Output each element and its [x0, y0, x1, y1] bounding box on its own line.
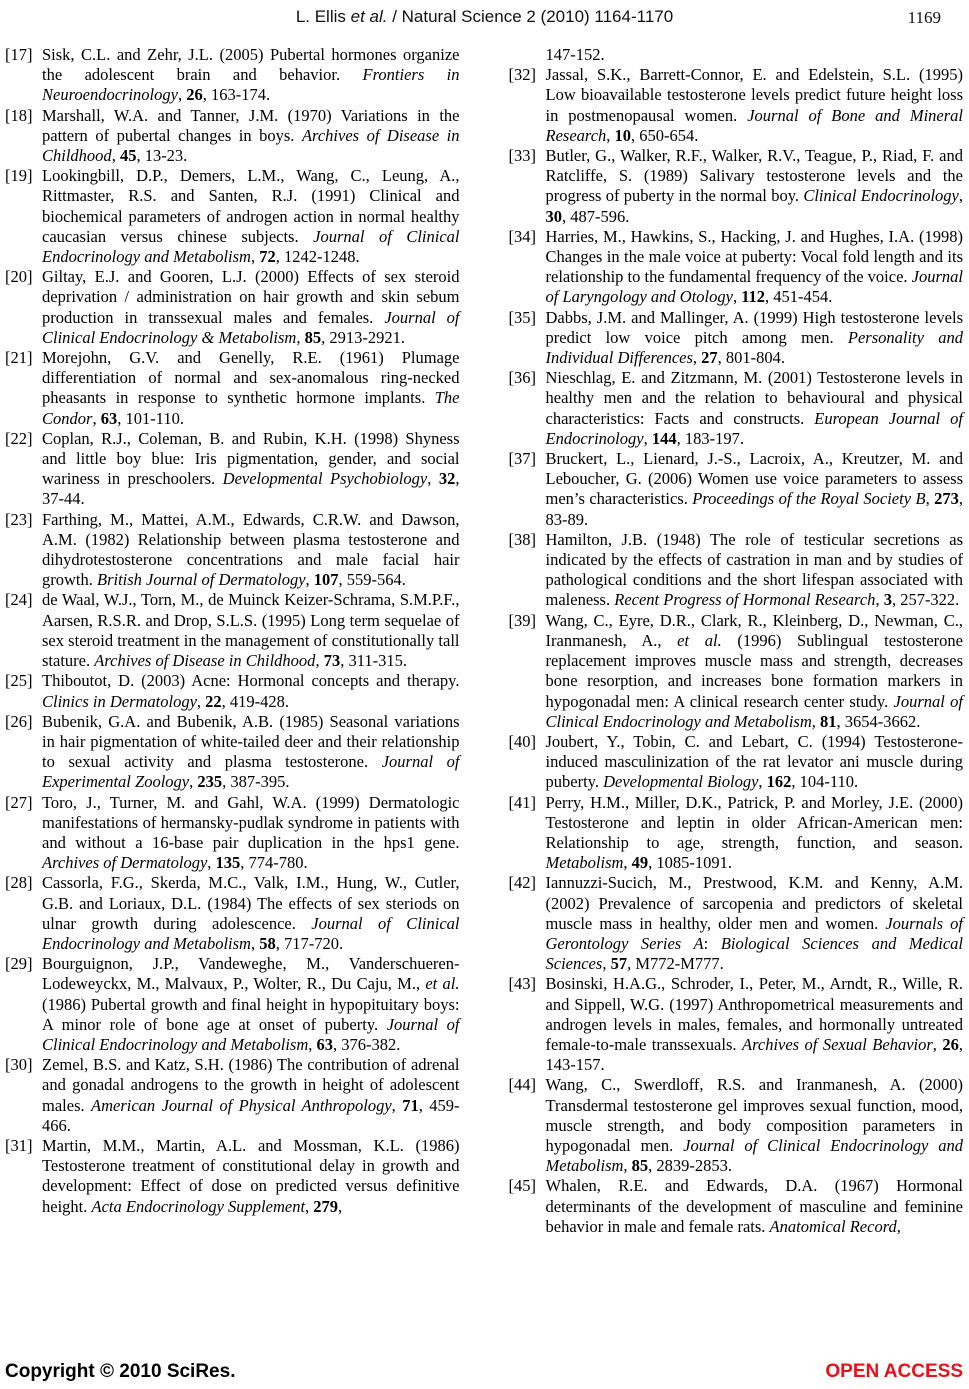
- reference-number: [22]: [5, 428, 33, 448]
- reference-text: Coplan, R.J., Coleman, B. and Rubin, K.H. (1998) Shyness and little boy blue: Iris pigmentation, gender, and social wariness in preschoolers. Developmental Psychobiology, 32, 37-44.: [42, 428, 460, 509]
- page-number: 1169: [907, 8, 941, 27]
- reference-number: [17]: [5, 45, 33, 64]
- reference-item: [509, 449, 964, 530]
- reference-number: [35]: [508, 307, 536, 327]
- reference-text: Bourguignon, J.P., Vandeweghe, M., Vanderschueren-Lodeweyckx, M., Malvaux, P., Wolter, R., Du Caju, M., et al. (1986) Pubertal growth and final height in hypopituitary boys: A minor role of bone age at onset of puberty. Journal of Clinical Endocrinology and Metabolism, 63, 376-382.: [42, 954, 460, 1054]
- reference-number: [21]: [5, 348, 33, 368]
- running-title-prefix: L. Ellis: [295, 7, 351, 26]
- reference-text: Bubenik, G.A. and Bubenik, A.B. (1985) Seasonal variations in hair pigmentation of white-tailed deer and their relationship to sexual activity and plasma testosterone. Journal of Experimental Zoology, 235, 387-395.: [42, 711, 460, 792]
- reference-item: [5, 510, 460, 591]
- reference-text: Hamilton, J.B. (1948) The role of testicular secretions as indicated by the effects of castration in man and by studies of pathological conditions and the short lifespan associated with maleness. Recent Progress of Hormonal Research, 3, 257-322.: [545, 529, 963, 610]
- reference-number: [30]: [5, 1055, 33, 1075]
- reference-item: [5, 590, 460, 671]
- reference-number: [29]: [5, 954, 33, 974]
- reference-text: Harries, M., Hawkins, S., Hacking, J. and Hughes, I.A. (1998) Changes in the male voice at puberty: Vocal fold length and its relationship to the fundamental frequency of the voice. Journal of Laryngology and Otology, 112, 451-454.: [545, 226, 963, 307]
- running-title: [0, 7, 969, 27]
- reference-text: Bosinski, H.A.G., Schroder, I., Peter, M., Arndt, R., Wille, R. and Sippell, W.G. (1997) Anthropometrical measurements and androgen levels in males, females, and hormonally untreated female-to-male transsexuals. Archives of Sexual Behavior, 26, 143-157.: [545, 974, 964, 1075]
- page-footer: [5, 1361, 963, 1383]
- open-access-label: OPEN ACCESS: [825, 1361, 963, 1382]
- reference-number: [32]: [508, 65, 536, 85]
- reference-number: [45]: [508, 1176, 536, 1196]
- reference-item: [5, 793, 460, 874]
- reference-text: Thiboutot, D. (2003) Acne: Hormonal concepts and therapy. Clinics in Dermatology, 22, 419-428.: [42, 671, 460, 711]
- reference-text: Joubert, Y., Tobin, C. and Lebart, C. (1994) Testosterone-induced masculinization of the rat levator ani muscle during puberty. Developmental Biology, 162, 104-110.: [545, 731, 963, 792]
- reference-item: [509, 1176, 964, 1237]
- reference-item: [509, 974, 964, 1075]
- reference-text: Zemel, B.S. and Katz, S.H. (1986) The contribution of adrenal and gonadal androgens to the growth in height of adolescent males. American Journal of Physical Anthropology, 71, 459-466.: [42, 1055, 460, 1135]
- running-title-etal: et al.: [350, 7, 388, 26]
- reference-number: [24]: [5, 590, 33, 610]
- reference-text: Whalen, R.E. and Edwards, D.A. (1967) Hormonal determinants of the development of masculine and feminine behavior in male and female rats. Anatomical Record,: [545, 1176, 963, 1236]
- reference-number: [26]: [5, 711, 33, 731]
- reference-text: Marshall, W.A. and Tanner, J.M. (1970) Variations in the pattern of pubertal changes in boys. Archives of Disease in Childhood, 45, 13-23.: [42, 105, 460, 166]
- reference-text: Butler, G., Walker, R.F., Walker, R.V., Teague, P., Riad, F. and Ratcliffe, S. (1989) Salivary testosterone levels and the progress of puberty in the normal boy. Clinical Endocrinology, 30, 487-596.: [545, 146, 963, 226]
- reference-number: [44]: [508, 1075, 536, 1095]
- reference-item: [509, 368, 964, 449]
- references-left-column: [5, 45, 460, 1237]
- reference-text: Perry, H.M., Miller, D.K., Patrick, P. and Morley, J.E. (2000) Testosterone and leptin in older African-American men: Relationship to age, strength, function, and season. Metabolism, 49, 1085-1091.: [545, 792, 963, 873]
- reference-text: Nieschlag, E. and Zitzmann, M. (2001) Testosterone levels in healthy men and the relation to behavioural and physical characteristics: Facts and constructs. European Journal of Endocrinology, 144, 183-197.: [545, 368, 964, 448]
- reference-text: Jassal, S.K., Barrett-Connor, E. and Edelstein, S.L. (1995) Low bioavailable testosterone levels predict future height loss in postmenopausal women. Journal of Bone and Mineral Research, 10, 650-654.: [545, 65, 963, 145]
- reference-text: Cassorla, F.G., Skerda, M.C., Valk, I.M., Hung, W., Cutler, G.B. and Loriaux, D.L. (1984) The effects of sex steriods on ulnar growth during adolescence. Journal of Clinical Endocrinology and Metabolism, 58, 717-720.: [42, 873, 460, 953]
- reference-text: 147-152.: [545, 45, 605, 64]
- reference-text: Giltay, E.J. and Gooren, L.J. (2000) Effects of sex steroid deprivation / administration on hair growth and skin sebum production in transsexual males and females. Journal of Clinical Endocrinology & Metabolism, 85, 2913-2921.: [42, 267, 460, 347]
- reference-item: [509, 1075, 964, 1176]
- reference-item: [509, 873, 964, 974]
- reference-number: [37]: [508, 449, 536, 469]
- reference-item: [509, 308, 964, 369]
- reference-item: [509, 793, 964, 874]
- reference-number: [20]: [5, 267, 33, 287]
- reference-number: [43]: [508, 974, 536, 994]
- reference-number: [41]: [508, 792, 536, 812]
- reference-item: [5, 1136, 460, 1217]
- reference-number: [23]: [5, 509, 33, 529]
- reference-text: Dabbs, J.M. and Mallinger, A. (1999) High testosterone levels predict low voice pitch among men. Personality and Individual Differences, 27, 801-804.: [545, 307, 963, 368]
- reference-item: [5, 1055, 460, 1136]
- reference-text: Iannuzzi-Sucich, M., Prestwood, K.M. and Kenny, A.M. (2002) Prevalence of sarcopenia and predictors of skeletal muscle mass in healthy, older men and women. Journals of Gerontology Series A: Biological Sciences and Medical Sciences, 57, M772-M777.: [545, 873, 963, 974]
- reference-item: [5, 429, 460, 510]
- reference-text: Martin, M.M., Martin, A.L. and Mossman, K.L. (1986) Testosterone treatment of constitutional delay in growth and development: Effect of dose on predicted versus definitive height. Acta Endocrinology Supplement, 279,: [42, 1135, 460, 1216]
- reference-item: [5, 106, 460, 167]
- reference-text: Wang, C., Eyre, D.R., Clark, R., Kleinberg, D., Newman, C., Iranmanesh, A., et al. (1996) Sublingual testosterone replacement improves muscle mass and strength, decreases bone resorption, and increases bone formation markers in hypogonadal men: A clinical research center study. Journal of Clinical Endocrinology and Metabolism, 81, 3654-3662.: [545, 610, 963, 731]
- reference-number: [42]: [508, 873, 536, 893]
- reference-number: [39]: [508, 610, 536, 630]
- reference-text: Sisk, C.L. and Zehr, J.L. (2005) Pubertal hormones organize the adolescent brain and behavior. Frontiers in Neuroendocrinology, 26, 163-174.: [42, 45, 460, 105]
- reference-item: [5, 671, 460, 711]
- reference-number: [40]: [508, 731, 536, 751]
- reference-item: [509, 530, 964, 611]
- reference-text: Farthing, M., Mattei, A.M., Edwards, C.R.W. and Dawson, A.M. (1982) Relationship between plasma testosterone and dihydrotestosterone concentrations and male facial hair growth. British Journal of Dermatology, 107, 559-564.: [42, 509, 460, 590]
- reference-text: de Waal, W.J., Torn, M., de Muinck Keizer-Schrama, S.M.P.F., Aarsen, R.S.R. and Drop, S.L.S. (1995) Long term sequelae of sex steroid treatment in the management of constitutionally tall stature. Archives of Disease in Childhood, 73, 311-315.: [42, 590, 460, 671]
- reference-item: [5, 712, 460, 793]
- reference-number: [28]: [5, 873, 33, 893]
- reference-text: Toro, J., Turner, M. and Gahl, W.A. (1999) Dermatologic manifestations of hermansky-pudlak syndrome in patients with and without a 16-base pair duplication in the hps1 gene. Archives of Dermatology, 135, 774-780.: [42, 792, 460, 873]
- reference-item: [509, 611, 964, 732]
- reference-number: [31]: [5, 1135, 33, 1155]
- reference-number: [19]: [5, 166, 33, 186]
- page-header: [0, 7, 969, 29]
- running-title-suffix: / Natural Science 2 (2010) 1164-1170: [387, 7, 674, 26]
- reference-text: Wang, C., Swerdloff, R.S. and Iranmanesh, A. (2000) Transdermal testosterone gel improves sexual function, mood, muscle strength, and body composition parameters in hypogonadal men. Journal of Clinical Endocrinology and Metabolism, 85, 2839-2853.: [545, 1075, 963, 1176]
- reference-number: [36]: [508, 368, 536, 388]
- reference-item: [5, 954, 460, 1055]
- references-right-column: [509, 45, 964, 1237]
- reference-number: [33]: [508, 146, 536, 166]
- reference-number: [25]: [5, 671, 33, 691]
- reference-number: [18]: [5, 105, 33, 125]
- reference-item: [5, 873, 460, 954]
- reference-item: [509, 65, 964, 146]
- reference-text: Bruckert, L., Lienard, J.-S., Lacroix, A., Kreutzer, M. and Leboucher, G. (2006) Women use voice parameters to assess men’s characteristics. Proceedings of the Royal Society B, 273, 83-89.: [545, 449, 964, 529]
- reference-item: [509, 227, 964, 308]
- reference-item: [5, 348, 460, 429]
- reference-item: [509, 732, 964, 793]
- reference-number: [27]: [5, 792, 33, 812]
- references-columns: [5, 45, 963, 1237]
- reference-number: [38]: [508, 529, 536, 549]
- reference-number: [34]: [508, 226, 536, 246]
- reference-item: [5, 267, 460, 348]
- reference-text: Lookingbill, D.P., Demers, L.M., Wang, C., Leung, A., Rittmaster, R.S. and Santen, R.J. (1991) Clinical and biochemical parameters of androgen action in normal healthy caucasian versus chinese subjects. Journal of Clinical Endocrinology and Metabolism, 72, 1242-1248.: [42, 166, 460, 267]
- copyright-label: Copyright © 2010 SciRes.: [5, 1361, 236, 1382]
- reference-item: [5, 45, 460, 106]
- reference-item: [509, 146, 964, 227]
- reference-item: [5, 166, 460, 267]
- reference-text: Morejohn, G.V. and Genelly, R.E. (1961) Plumage differentiation of normal and sex-anomalous ring-necked pheasants in response to synthetic hormone implants. The Condor, 63, 101-110.: [42, 348, 460, 428]
- reference-continuation: [509, 45, 964, 65]
